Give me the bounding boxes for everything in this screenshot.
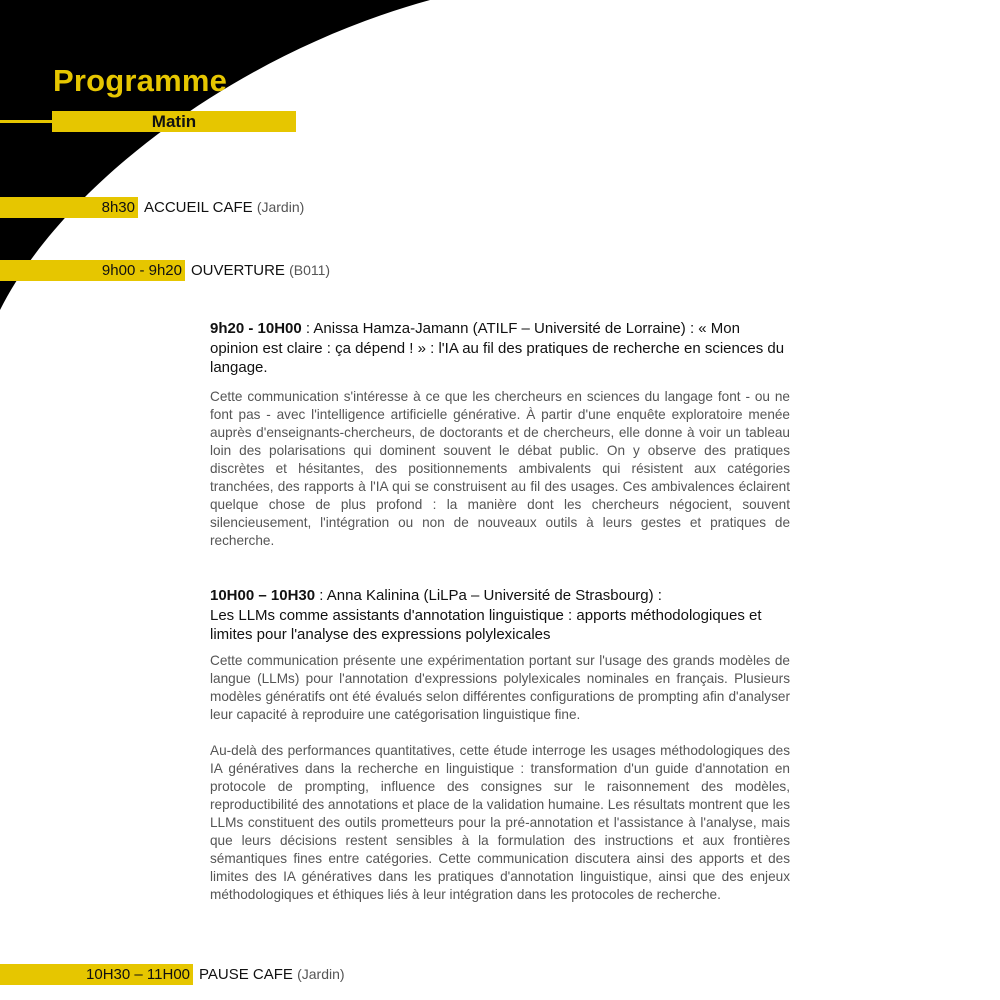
slot-title: [199, 964, 345, 985]
slot-location: (Jardin): [256, 199, 305, 215]
talk-hamza-jamann: [210, 319, 790, 550]
talk-title: Les LLMs comme assistants d'annotation linguistique : apports méthodologiques et limites pour l'analyse des expressions polylexicales: [210, 606, 762, 643]
slot-location: (Jardin): [297, 966, 345, 982]
slot-time: 8h30: [0, 197, 138, 218]
schedule-slot-opening: [0, 260, 330, 281]
talk-abstract: Cette communication s'intéresse à ce que les chercheurs en sciences du langage font - ou ne font pas - avec l'intelligence artificielle générative. À partir d'une enquête exploratoire menée auprès d'enseignants-chercheurs, de doctorants et de chercheurs, elle donne à voir un tableau loin des polarisations qui dominent souvent le débat public. On y observe des pratiques discrètes et hésitantes, des positionnements ambivalents qui résistent aux catégories tranchées, des rapports à l'IA qui se construisent au fil des usages. Ces ambivalences éclairent quelque chose de plus profond : la manière dont les chercheurs négocient, souvent silencieusement, l'intégration ou non de nouveaux outils à leurs gestes et pratiques de recherche.: [210, 388, 790, 548]
page-title: Programme: [53, 63, 228, 98]
talk-heading: [210, 319, 790, 378]
schedule-slot-coffee-break: [0, 964, 345, 985]
slot-title-text: OUVERTURE: [191, 262, 285, 279]
slot-time: 9h00 - 9h20: [0, 260, 185, 281]
talk-speaker: : Anna Kalinina (LiLPa – Université de Strasbourg) :: [315, 587, 662, 604]
talk-heading: [210, 586, 790, 645]
schedule-slot-welcome: [0, 197, 304, 218]
slot-title-text: ACCUEIL CAFE: [144, 199, 253, 216]
slot-location: (B011): [289, 262, 331, 278]
talk-time: 10H00 – 10H30: [210, 587, 316, 604]
slot-time: 10H30 – 11H00: [0, 964, 193, 985]
talk-title: « Mon opinion est claire : ça dépend ! » : l'IA au fil des pratiques de recherche en sciences du langage.: [210, 320, 785, 376]
slot-title: [191, 260, 330, 281]
section-label: Matin: [52, 111, 296, 132]
slot-title-text: PAUSE CAFE: [199, 966, 293, 983]
talk-abstract-part-1: Cette communication présente une expérimentation portant sur l'usage des grands modèles de langue (LLMs) pour l'annotation d'expressions polylexicales nominales en français. Plusieurs modèles génératifs ont été évalués selon différentes configurations de prompting afin d'analyser leur capacité à reproduire une catégorisation linguistique fine.: [210, 652, 790, 722]
title-underline: [0, 120, 60, 123]
talk-time: 9h20 - 10H00: [210, 320, 302, 337]
talk-speaker: : Anissa Hamza-Jamann (ATILF – Université de Lorraine) :: [301, 320, 699, 337]
talk-kalinina: [210, 586, 790, 904]
slot-title: [144, 197, 304, 218]
talk-abstract-part-2: Au-delà des performances quantitatives, cette étude interroge les usages méthodologiques des IA génératives dans la recherche en linguistique : transformation d'un guide d'annotation en protocole de prompting, influence des consignes sur le raisonnement des modèles, reproductibilité des annotations et place de la validation humaine. Les résultats montrent que les LLMs constituent des outils prometteurs pour la pré-annotation et l'assistance à l'analyse, mais que leurs décisions restent sensibles à la formulation des instructions et aux frontières sémantiques fines entre catégories. Cette communication discutera ainsi des apports et des limites des IA génératives dans les pratiques d'annotation linguistique, ainsi que des enjeux méthodologiques et éthiques liés à leur intégration dans les protocoles de recherche.: [210, 742, 790, 902]
